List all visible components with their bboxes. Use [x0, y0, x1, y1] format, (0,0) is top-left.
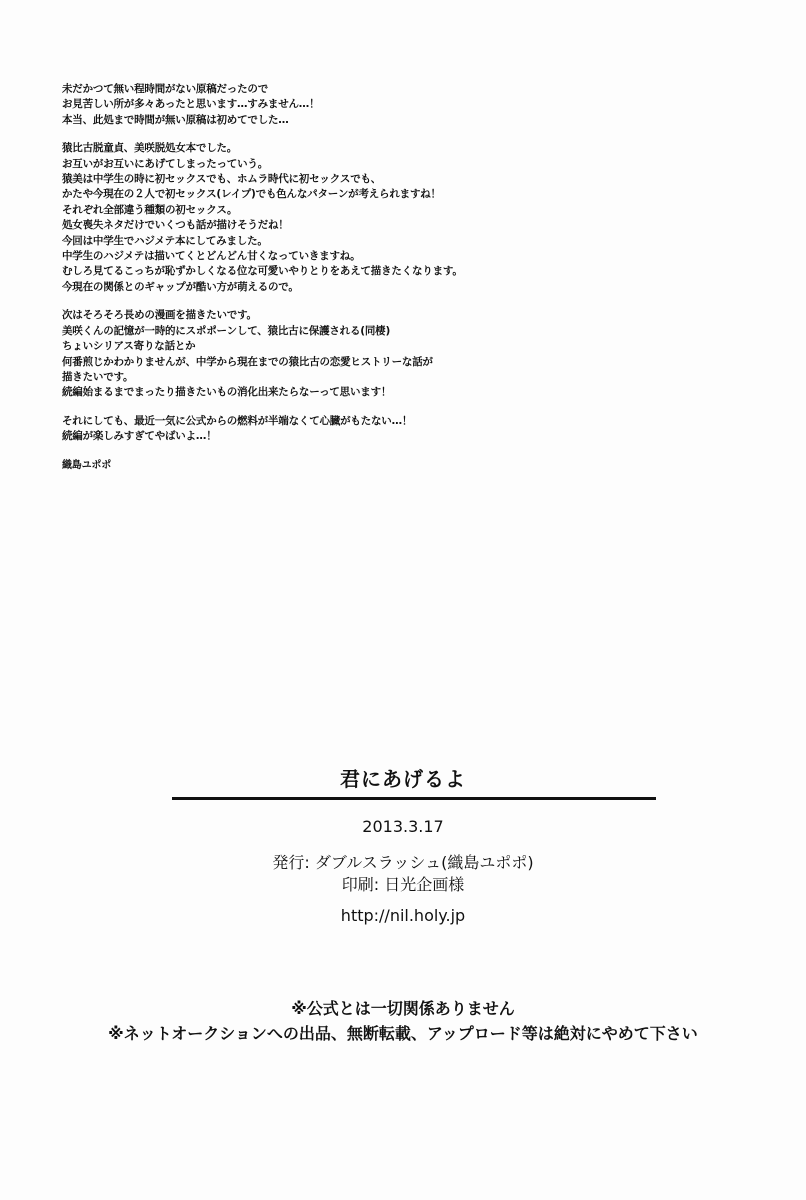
notices: [0, 996, 806, 1046]
text-line: お互いがお互いにあげてしまったっていう。: [62, 157, 268, 170]
website-url: http://nil.holy.jp: [340, 906, 466, 925]
afterword-paragraph-2: [62, 141, 762, 295]
text-line: 中学生のハジメテは描いてくとどんどん甘くなっていきますね。: [62, 250, 361, 263]
text-line: 処女喪失ネタだけでいくつも話が描けそうだね！: [62, 219, 289, 232]
text-line: それにしても、最近一気に公式からの燃料が半端なくて心臓がもたない…！: [62, 414, 413, 427]
printer-line: 印刷: 日光企画様: [341, 875, 465, 894]
text-line: 続編が楽しみすぎてやばいよ…！: [62, 430, 217, 443]
text-line: 猿比古脱童貞、美咲脱処女本でした。: [62, 142, 238, 155]
book-title: 君にあげるよ: [340, 767, 466, 791]
text-line: 未だかつて無い程時間がない原稿だったので: [62, 83, 268, 95]
text-line: かたや今現在の２人で初セックス(レイプ)でも色んなパターンが考えられますね！: [62, 188, 441, 201]
text-line: 次はそろそろ長めの漫画を描きたいです。: [62, 309, 257, 322]
notice-line: ※公式とは一切関係ありません: [291, 999, 515, 1018]
text-line: お見苦しい所が多々あったと思います…すみません…！: [62, 98, 320, 111]
author-signature: 織島ユポポ: [62, 459, 111, 471]
afterword-text: [62, 82, 762, 473]
text-line: 何番煎じかわかりませんが、中学から現在までの猿比古の恋愛ヒストリーな話が: [62, 355, 433, 368]
publication-info: [0, 852, 806, 896]
text-line: 続編始まるまでまったり描きたいもの消化出来たらなーって思います！: [62, 386, 392, 399]
title-divider: [172, 797, 656, 800]
publication-date: 2013.3.17: [362, 817, 444, 836]
text-line: 今回は中学生でハジメテ本にしてみました。: [62, 234, 268, 247]
text-line: むしろ見てるこっちが恥ずかしくなる位な可愛いやりとりをあえて描きたくなります。: [62, 265, 463, 278]
afterword-paragraph-3: [62, 308, 762, 400]
text-line: 本当、此処まで時間が無い原稿は初めてでした…: [62, 113, 289, 126]
text-line: 描きたいです。: [62, 370, 134, 383]
text-line: それぞれ全部違う種類の初セックス。: [62, 203, 238, 216]
text-line: ちょいシリアス寄りな話とか: [62, 340, 196, 353]
text-line: 猿美は中学生の時に初セックスでも、ホムラ時代に初セックスでも、: [62, 173, 382, 186]
text-line: 美咲くんの記憶が一時的にスポポーンして、猿比古に保護される(同棲): [62, 324, 391, 337]
notice-line: ※ネットオークションへの出品、無断転載、アップロード等は絶対にやめて下さい: [108, 1024, 698, 1043]
afterword-paragraph-1: [62, 82, 762, 128]
text-line: 今現在の関係とのギャップが酷い方が萌えるので。: [62, 280, 299, 293]
afterword-paragraph-4: [62, 414, 762, 445]
publisher-line: 発行: ダブルスラッシュ(織島ユポポ): [272, 853, 534, 872]
